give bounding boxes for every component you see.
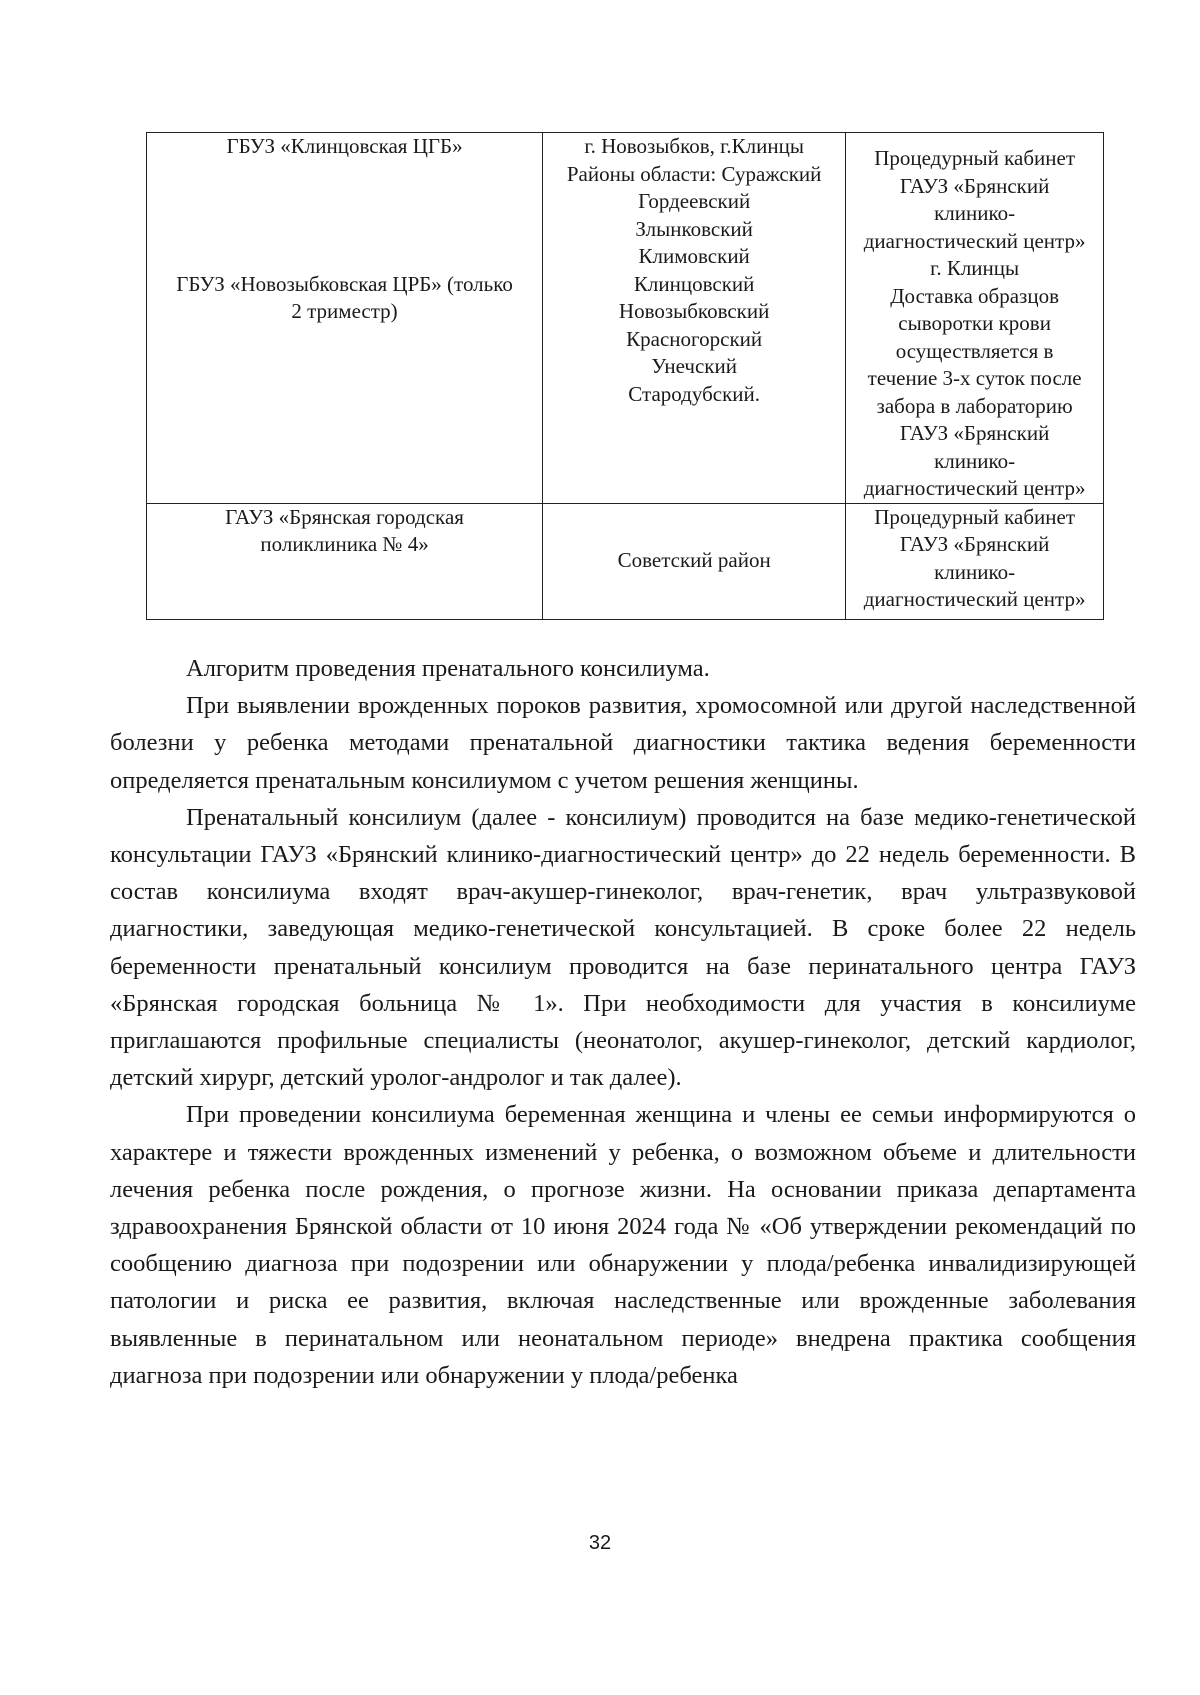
- cell-text: Районы области: Суражский: [566, 161, 822, 186]
- table-row: [147, 503, 1104, 619]
- cell-text: течение 3-х суток после: [867, 366, 1082, 390]
- table-cell-districts: [543, 133, 846, 504]
- cell-text: Доставка образцов: [890, 283, 1059, 308]
- cell-text: Стародубский.: [628, 381, 761, 406]
- cell-text: г. Клинцы: [930, 256, 1020, 280]
- cell-text: Клинцовский: [633, 271, 755, 296]
- paragraph: Алгоритм проведения пренатального консилиума.: [186, 655, 710, 682]
- cell-text: Новозыбковский: [618, 299, 770, 323]
- cell-text: 2 триместр): [291, 299, 398, 323]
- cell-text: ГАУЗ «Брянский: [899, 532, 1050, 556]
- cell-text: осуществляется в: [895, 338, 1054, 363]
- cell-text: клинико-: [934, 201, 1016, 225]
- cell-text: ГАУЗ «Брянский: [899, 173, 1050, 198]
- table-row: [147, 133, 1104, 504]
- paragraph: При выявлении врожденных пороков развития, хромосомной или другой наследственной болезни у ребенка методами пренатальной диагностики тактика ведения беременности определяется пренатальным консилиумом с учетом решения женщины.: [110, 692, 1136, 794]
- cell-text: г. Новозыбков, г.Клинцы: [584, 134, 804, 158]
- cell-text: диагностический центр»: [863, 228, 1086, 253]
- table-cell-institution: [147, 133, 543, 504]
- cell-text: Унечский: [651, 354, 737, 378]
- cell-text: ГБУЗ «Клинцовская ЦГБ»: [226, 134, 463, 158]
- cell-text: Процедурный кабинет: [874, 504, 1076, 529]
- paragraph: При проведении консилиума беременная женщина и члены ее семьи информируются о характере и тяжести врожденных изменений у ребенка, о возможном объеме и длительности лечения ребенка после рождения, о прогнозе жизни. На основании приказа департамента здравоохранения Брянской области от 10 июня 2024 года № «Об утверждении рекомендаций по сообщению диагноза при подозрении или обнаружении у плода/ребенка инвалидизирующей патологии и риска ее развития, включая наследственные или врожденные заболевания выявленные в перинатальном или неонатальном периоде» внедрена практика сообщения диагноза при подозрении или обнаружении у плода/ребенка: [110, 1101, 1136, 1389]
- paragraph: Пренатальный консилиум (далее - консилиум) проводится на базе медико-генетической консультации ГАУЗ «Брянский клинико-диагностический центр» до 22 недель беременности. В состав консилиума входят врач-акушер-гинеколог, врач-генетик, врач ультразвуковой диагностики, заведующая медико-генетической консультацией. В сроке более 22 недель беременности пренатальный консилиум проводится на базе перинатального центра ГАУЗ «Брянская городская больница № 1». При необходимости для участия в консилиуме приглашаются профильные специалисты (неонатолог, акушер-гинеколог, детский кардиолог, детский хирург, детский уролог-андролог и так далее).: [110, 803, 1136, 1092]
- cell-text: клинико-: [934, 559, 1016, 584]
- institutions-table: [146, 132, 1104, 620]
- cell-text: ГАУЗ «Брянский: [899, 421, 1050, 445]
- cell-text: диагностический центр»: [863, 476, 1086, 500]
- page-number: 32: [588, 1532, 612, 1554]
- cell-text: ГАУЗ «Брянская городская: [225, 504, 464, 529]
- cell-text: Злынковский: [635, 216, 753, 241]
- cell-text: забора в лабораторию: [876, 393, 1073, 418]
- table-cell-lab: [846, 133, 1104, 504]
- cell-text: диагностический центр»: [863, 587, 1086, 611]
- cell-text: ГБУЗ «Новозыбковская ЦРБ» (только: [176, 271, 513, 296]
- table-cell-institution: [147, 503, 543, 619]
- cell-text: Климовский: [638, 244, 750, 268]
- cell-text: Гордеевский: [638, 189, 751, 213]
- table-cell-districts: [543, 503, 846, 619]
- cell-text: Красногорский: [626, 326, 763, 351]
- cell-text: клинико-: [934, 448, 1016, 473]
- body-text: [110, 650, 1136, 1394]
- table-cell-lab: [846, 503, 1104, 619]
- cell-text: сыворотки крови: [898, 311, 1051, 335]
- cell-text: поликлиника № 4»: [260, 532, 429, 556]
- cell-text: Процедурный кабинет: [874, 146, 1076, 170]
- cell-text: Советский район: [617, 548, 771, 573]
